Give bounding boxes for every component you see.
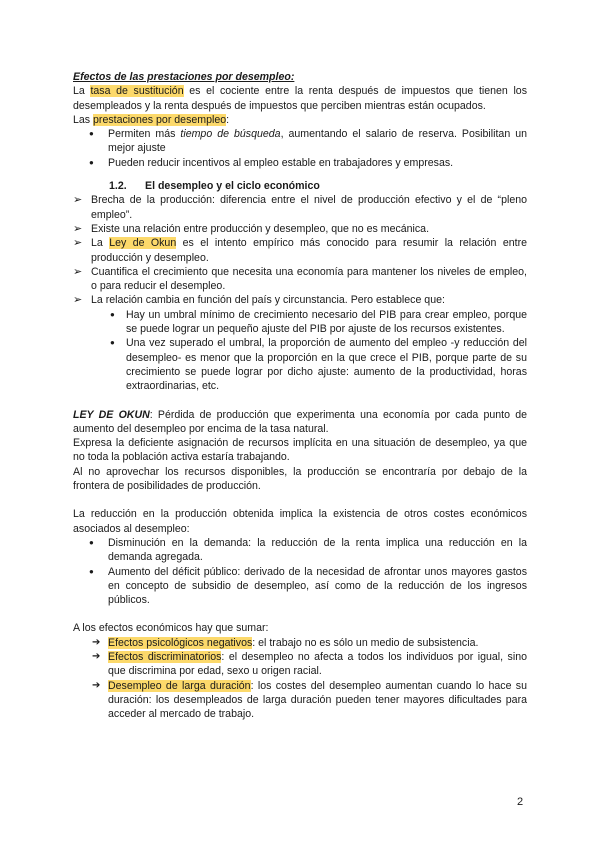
ley-okun-label: LEY DE OKUN	[73, 408, 150, 421]
arrow-list-ciclo	[73, 193, 527, 393]
bullet-list-costes	[73, 536, 527, 607]
list-item: ● Aumento del déficit público: derivado de la necesidad de afrontar unos mayores gastos en concepto de subsidio de desempleo, así como de la reducción de los ingresos públicos.	[73, 565, 527, 608]
bullet-list-prestaciones	[73, 127, 527, 170]
subsection-heading: 1.2. El desempleo y el ciclo económico	[109, 180, 320, 193]
paragraph-recursos: Al no aprovechar los recursos disponibles, la producción se encontraría por debajo de la frontera de posibilidades de producción.	[73, 465, 527, 493]
arrow-list-efectos	[73, 636, 527, 722]
list-item: ➢ Cuantifica el crecimiento que necesita una economía para mantener los niveles de empleo, o para reducir el desempleo.	[73, 265, 527, 294]
section-title: Efectos de las prestaciones por desempleo:	[73, 71, 295, 83]
list-item: ● Disminución en la demanda: la reducción de la renta implica una reducción en la demanda agregada.	[73, 536, 527, 565]
highlight-ley-okun: Ley de Okun	[109, 237, 177, 250]
paragraph-costes: La reducción en la producción obtenida implica la existencia de otros costes económicos asociados al desempleo:	[73, 508, 527, 535]
list-item: ● Una vez superado el umbral, la proporción de aumento del empleo -y reducción del desempleo- es menor que la proporción en la que crece el PIB, porque parte de su crecimiento se puede lograr por dicho ajuste: aumento de la productividad, horas extraordinarias, etc.	[91, 336, 527, 393]
highlight-efectos-psicologicos: Efectos psicológicos negativos	[108, 636, 253, 649]
highlight-efectos-discriminatorios: Efectos discriminatorios	[108, 650, 222, 663]
highlight-prestaciones: prestaciones por desempleo	[93, 113, 227, 126]
list-item: ➢ La relación cambia en función del país y circunstancia. Pero establece que: ● Hay un umbral mínimo de crecimiento necesario del PIB para crear empleo, porque se puede lograr un pequeño ajuste del PIB por ajuste de los recursos existentes. ● Una vez superado el umbral, la proporción de aumento del empleo -y reducción del desempleo- es menor que la proporción en la que crece el PIB, porque parte de su crecimiento se puede lograr por dicho ajuste: aumento de la productividad, horas extraordinarias, etc.	[73, 293, 527, 393]
list-item: ➔ Desempleo de larga duración: los costes del desempleo aumentan cuando lo hace su duración: los desempleados de larga duración pueden tener mayores dificultades para acceder al mercado de trabajo.	[73, 679, 527, 722]
list-item: ● Pueden reducir incentivos al empleo estable en trabajadores y empresas.	[73, 156, 527, 170]
list-item: ➔ Efectos psicológicos negativos: el trabajo no es sólo un medio de subsistencia.	[73, 636, 527, 650]
highlight-larga-duracion: Desempleo de larga duración	[108, 679, 251, 692]
nested-bullet-list	[91, 308, 527, 394]
paragraph-efectos: A los efectos económicos hay que sumar:	[73, 622, 269, 635]
paragraph-tasa-sustitucion: La tasa de sustitución es el cociente entre la renta después de impuestos que tienen los desempleados y la renta después de impuestos que perciben mientras están ocupados.	[73, 85, 527, 112]
highlight-tasa-sustitucion: tasa de sustitución	[90, 85, 184, 98]
document-body	[73, 70, 527, 721]
paragraph-prestaciones: Las prestaciones por desempleo:	[73, 113, 230, 126]
paragraph-asignacion: Expresa la deficiente asignación de recursos implícita en una situación de desempleo, ya que no toda la población activa estaría trabajando.	[73, 437, 527, 464]
list-item: ● Hay un umbral mínimo de crecimiento necesario del PIB para crear empleo, porque se puede lograr un pequeño ajuste del PIB por ajuste de los recursos existentes.	[91, 308, 527, 337]
page-number: 2	[517, 796, 524, 808]
list-item: ➢ Brecha de la producción: diferencia entre el nivel de producción efectivo y el de “pleno empleo”.	[73, 193, 527, 222]
list-item: ➔ Efectos discriminatorios: el desempleo no afecta a todos los individuos por igual, sino que discrimina por edad, sexo u origen racial.	[73, 650, 527, 679]
list-item: ● Permiten más tiempo de búsqueda, aumentando el salario de reserva. Posibilitan un mejor ajuste	[73, 127, 527, 156]
paragraph-ley-okun: LEY DE OKUN: Pérdida de producción que experimenta una economía por cada punto de aumento del desempleo por encima de la tasa natural.	[73, 408, 527, 435]
list-item: ➢ Existe una relación entre producción y desempleo, que no es mecánica.	[73, 222, 527, 236]
list-item: ➢ La Ley de Okun es el intento empírico más conocido para resumir la relación entre producción y desempleo.	[73, 236, 527, 265]
